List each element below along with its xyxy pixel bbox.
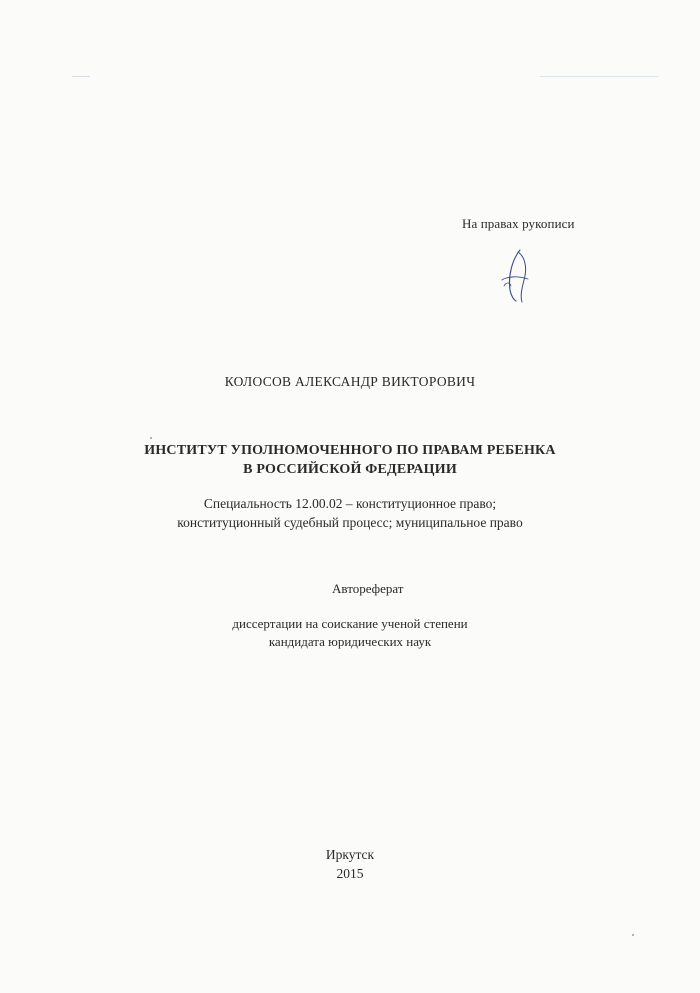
degree-line-1: диссертации на соискание ученой степени [232,616,468,631]
scan-speck [150,437,152,439]
manuscript-rights-note: На правах рукописи [462,216,575,231]
year: 2015 [336,866,364,881]
specialty-block [0,494,700,532]
author-name: КОЛОСОВ АЛЕКСАНДР ВИКТОРОВИЧ [224,374,476,389]
title-line-1: ИНСТИТУТ УПОЛНОМОЧЕННОГО ПО ПРАВАМ РЕБЕНКА [144,443,556,458]
document-type-label: Автореферат [332,581,404,596]
dissertation-title [0,441,700,479]
degree-block [0,615,700,651]
specialty-line-2: конституционный судебный процесс; муниципальное право [177,515,523,530]
scan-artifact [72,76,90,77]
specialty-line-1: Специальность 12.00.02 – конституционное право; [203,496,497,511]
place-and-year [0,845,700,883]
title-line-2: В РОССИЙСКОЙ ФЕДЕРАЦИИ [243,462,457,477]
city: Иркутск [325,847,375,862]
degree-line-2: кандидата юридических наук [268,634,432,649]
scan-speck [632,934,634,936]
signature-icon [498,246,538,304]
scan-artifact [540,76,658,77]
